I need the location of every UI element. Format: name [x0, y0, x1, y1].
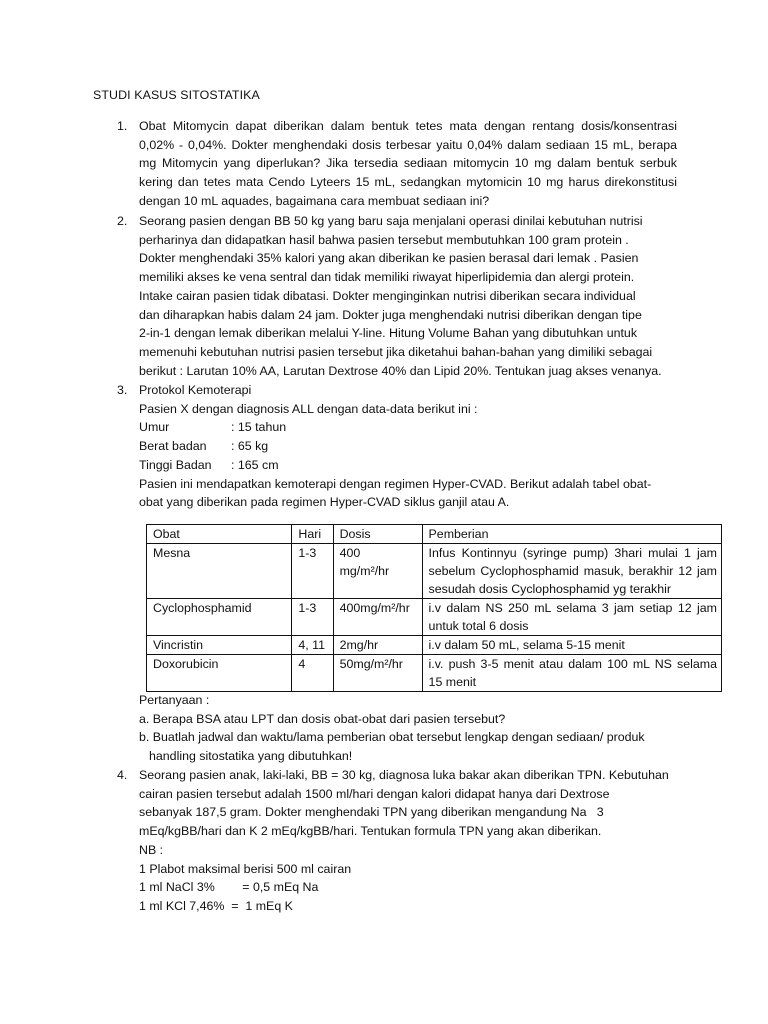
text-line: dengan 10 mL aquades, bagaimana cara membuat sediaan ini? [139, 193, 490, 208]
column-header: Dosis [333, 525, 422, 544]
text-line: berikut : Larutan 10% AA, Larutan Dextrose 40% dan Lipid 20%. Tentukan juag akses venanya. [139, 363, 662, 378]
text-line: Dokter menghendaki 35% kalori yang akan diberikan ke pasien berasal dari lemak . Pasien [139, 251, 639, 266]
nb-line: 1 ml NaCl 3% = 0,5 mEq Na [139, 880, 319, 895]
page-title: STUDI KASUS SITOSTATIKA [93, 88, 260, 102]
question-4-text [139, 766, 677, 916]
dosis-line: 400mg/m²/hr [339, 601, 410, 615]
section-heading: Protokol Kemoterapi [139, 383, 252, 397]
patient-weight [139, 437, 677, 456]
cell-obat: Mesna [147, 544, 292, 599]
cell-hari: 4 [292, 655, 333, 692]
question-3-prompts [139, 691, 699, 766]
nb-line: 1 Plabot maksimal berisi 500 ml cairan [139, 861, 352, 876]
question-1 [93, 117, 683, 211]
table-row [147, 544, 722, 599]
text-line: kering dan tetes mata Cendo Lyteers 15 mL, sedangkan mytomicin 10 mg harus direkonstitusi [139, 175, 677, 190]
text-line: mEq/kgBB/hari dan K 2 mEq/kgBB/hari. Tentukan formula TPN yang akan diberikan. [139, 824, 602, 839]
cell-dosis [333, 544, 422, 599]
dosis-line: 400 [339, 546, 361, 560]
question-b: b. Buatlah jadwal dan waktu/lama pemberian obat tersebut lengkap dengan sediaan/ produk [139, 730, 645, 745]
table-row [147, 655, 722, 692]
text-line: Obat Mitomycin dapat diberikan dalam bentuk tetes mata dengan rentang dosis/konsentrasi [139, 119, 677, 133]
nb-line: 1 ml KCl 7,46% = 1 mEq K [139, 898, 293, 913]
text-line: memiliki akses ke vena sentral dan tidak memiliki riwayat hiperlipidemia dan alergi protein. [139, 270, 635, 285]
question-3-text [139, 381, 677, 512]
text-line: Pasien ini mendapatkan kemoterapi dengan regimen Hyper-CVAD. Berikut adalah tabel obat- [139, 476, 652, 491]
regimen-table [146, 524, 722, 692]
patient-field-value: : 15 tahun [231, 420, 287, 435]
patient-field-label: Umur [139, 420, 170, 435]
text-line: dan diharapkan habis dalam 24 jam. Dokter juga menghendaki nutrisi diberikan dengan tipe [139, 307, 642, 322]
table-row [147, 599, 722, 636]
text-line: memenuhi kebutuhan nutrisi pasien tersebut jika diketahui bahan-bahan yang dimiliki sebagai [139, 344, 653, 359]
patient-field-value: : 65 kg [231, 439, 269, 454]
text-line: cairan pasien tersebut adalah 1500 ml/hari dengan kalori didapat hanya dari Dextrose [139, 786, 610, 801]
question-2-text [139, 212, 677, 380]
text-line: sebanyak 187,5 gram. Dokter menghendaki TPN yang diberikan mengandung Na 3 [139, 805, 604, 820]
patient-height [139, 456, 677, 475]
text-line: Intake cairan pasien tidak dibatasi. Dokter menginginkan nutrisi diberikan secara individual [139, 288, 636, 303]
text-line: 2-in-1 dengan lemak diberikan melalui Y-line. Hitung Volume Bahan yang dibutuhkan untuk [139, 326, 638, 341]
text-line: mg Mitomycin yang diperlukan? Jika tersedia sediaan mitomycin 10 mg dalam bentuk serbuk [139, 156, 677, 171]
item-number: 2. [117, 214, 128, 228]
patient-field-label: Berat badan [139, 439, 207, 454]
nb-label: NB : [139, 842, 164, 857]
cell-hari: 1-3 [292, 544, 333, 599]
cell-dosis [333, 599, 422, 636]
text-line: Seorang pasien anak, laki-laki, BB = 30 kg, diagnosa luka bakar akan diberikan TPN. Kebutuhan [139, 768, 669, 782]
question-a: a. Berapa BSA atau LPT dan dosis obat-obat dari pasien tersebut? [139, 711, 506, 726]
cell-pemberian: i.v dalam NS 250 mL selama 3 jam setiap 12 jam untuk total 6 dosis [422, 599, 721, 636]
question-1-text [139, 117, 677, 211]
cell-obat: Doxorubicin [147, 655, 292, 692]
item-number: 1. [117, 119, 128, 133]
cell-pemberian: i.v. push 3-5 menit atau dalam 100 mL NS selama 15 menit [422, 655, 721, 692]
table-header-row [147, 525, 722, 544]
item-number: 3. [117, 383, 128, 397]
patient-field-value: : 165 cm [231, 457, 279, 472]
text-line: Seorang pasien dengan BB 50 kg yang baru saja menjalani operasi dinilai kebutuhan nutrisi [139, 214, 643, 228]
item-number: 4. [117, 768, 128, 782]
table-row [147, 636, 722, 655]
question-3 [93, 381, 683, 512]
cell-pemberian: i.v dalam 50 mL, selama 5-15 menit [422, 636, 721, 655]
questions-label: Pertanyaan : [139, 693, 210, 707]
column-header: Obat [147, 525, 292, 544]
column-header: Pemberian [422, 525, 721, 544]
patient-field-label: Tinggi Badan [139, 457, 212, 472]
cell-hari: 4, 11 [292, 636, 333, 655]
cell-obat: Cyclophosphamid [147, 599, 292, 636]
text-line: Pasien X dengan diagnosis ALL dengan data-data berikut ini : [139, 401, 478, 416]
dosis-line: 2mg/hr [339, 638, 379, 652]
cell-hari: 1-3 [292, 599, 333, 636]
cell-obat: Vincristin [147, 636, 292, 655]
question-2 [93, 212, 683, 380]
text-line: 0,02% - 0,04%. Dokter menghendaki dosis terbesar yaitu 0,04% dalam sediaan 15 mL, berapa [139, 137, 677, 152]
text-line: obat yang diberikan pada regimen Hyper-CVAD siklus ganjil atau A. [139, 495, 510, 510]
cell-dosis [333, 655, 422, 692]
question-4 [93, 766, 683, 916]
column-header: Hari [292, 525, 333, 544]
patient-age [139, 418, 677, 437]
cell-dosis [333, 636, 422, 655]
dosis-line: mg/m²/hr [339, 564, 390, 578]
question-b-continued: handling sitostatika yang dibutuhkan! [149, 749, 353, 764]
dosis-line: 50mg/m²/hr [339, 657, 403, 671]
text-line: perharinya dan didapatkan hasil bahwa pasien tersebut membutuhkan 100 gram protein . [139, 232, 629, 247]
cell-pemberian: Infus Kontinnyu (syringe pump) 3hari mulai 1 jam sebelum Cyclophosphamid masuk, berakhir 12 jam sesudah dosis Cyclophosphamid yg terakhir [422, 544, 721, 599]
